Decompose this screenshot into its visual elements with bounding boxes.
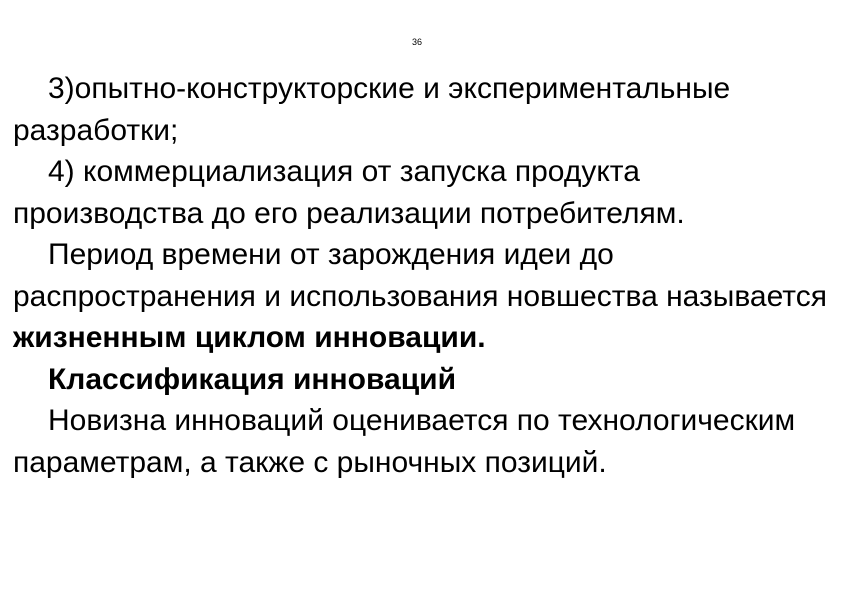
section-heading: Классификация инноваций: [48, 362, 457, 396]
paragraph-novelty: Новизна инноваций оценивается по технологическим параметрам, а также с рыночных позиций.: [13, 404, 796, 479]
lifecycle-text: Период времени от зарождения идеи до распространения и использования новшества называется: [13, 238, 827, 313]
paragraph-rd-works: 3)опытно-конструкторские и экспериментальные разработки;: [13, 72, 731, 147]
paragraph-commercialization: 4) коммерциализация от запуска продукта производства до его реализации потребителям.: [13, 155, 685, 230]
paragraph-lifecycle: [13, 234, 828, 359]
slide-text: [13, 68, 828, 483]
lifecycle-term: жизненным циклом инновации.: [13, 321, 486, 354]
page-number: 36: [412, 37, 423, 47]
